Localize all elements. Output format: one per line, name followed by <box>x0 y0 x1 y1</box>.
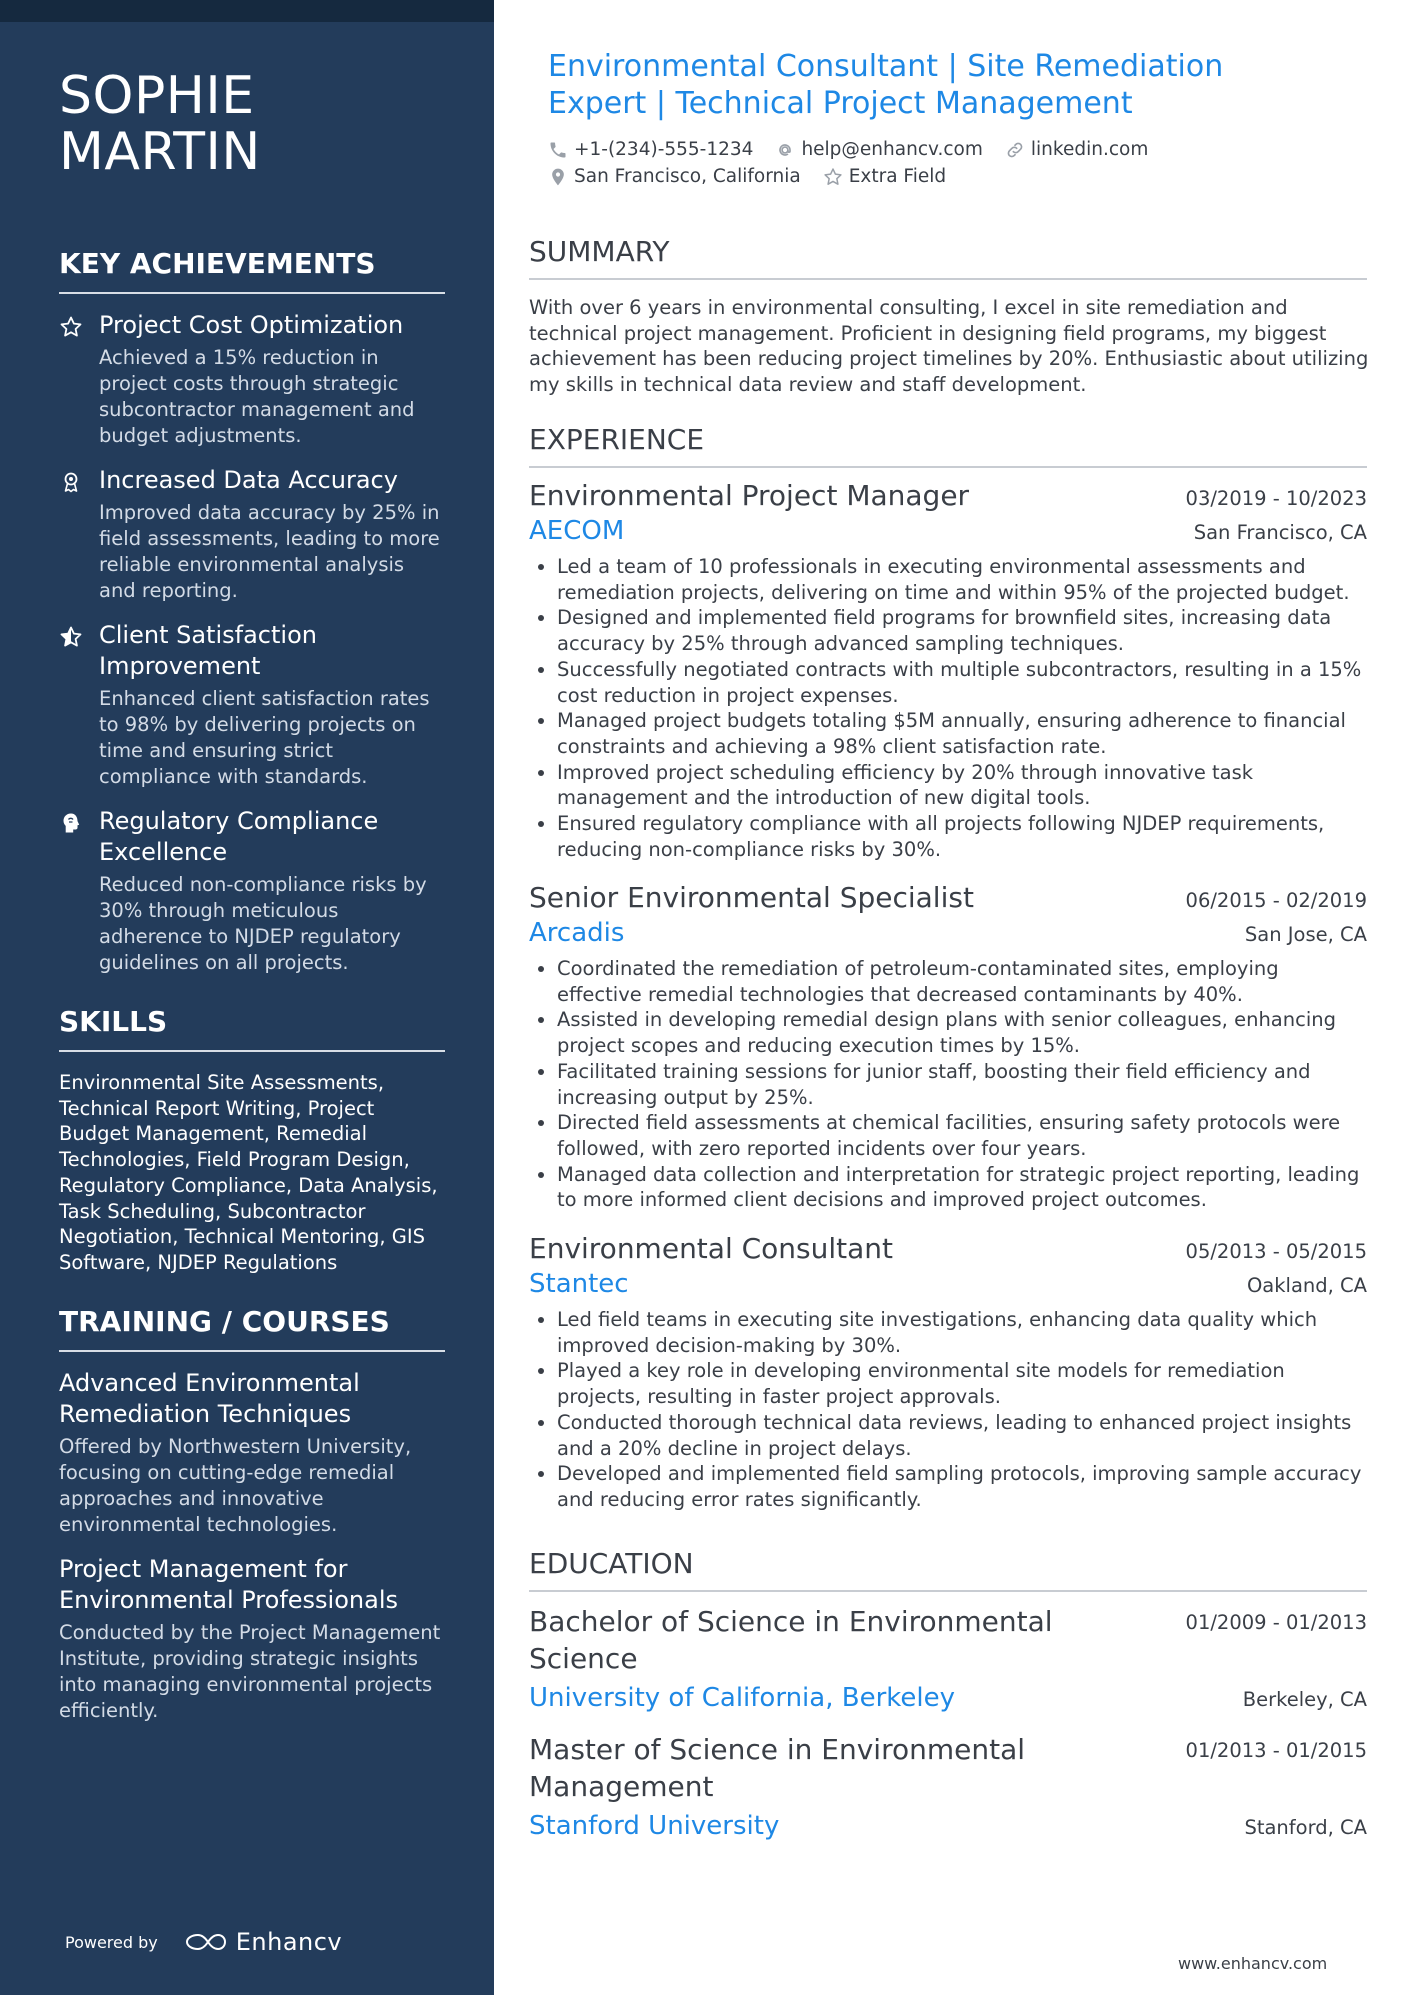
contact-phone[interactable] <box>548 139 753 160</box>
achievement-title: Increased Data Accuracy <box>99 466 398 494</box>
degree-title: Master of Science in Environmental Management <box>529 1733 1026 1803</box>
location-text: San Francisco, California <box>574 166 801 187</box>
course-title: Advanced Environmental Remediation Techniques <box>59 1368 360 1428</box>
sidebar-top-strip <box>0 0 494 22</box>
experience-item <box>529 1231 1367 1513</box>
achievement-item <box>59 310 445 449</box>
job-bullet: • Successfully negotiated contracts with multiple subcontractors, resulting in a 15% cost reduction in project expenses. <box>557 657 1367 708</box>
job-bullet: • Developed and implemented field sampling protocols, improving sample accuracy and reducing error rates significantly. <box>557 1461 1367 1512</box>
section-title-achievements: KEY ACHIEVEMENTS <box>59 246 445 294</box>
location-pin-icon <box>548 167 568 187</box>
star-half-icon <box>59 620 99 790</box>
job-bullet: • Managed project budgets totaling $5M annually, ensuring adherence to financial constraints and achieving a 98% client satisfaction rate. <box>557 708 1367 759</box>
enhancv-brand-name: Enhancv <box>235 1928 343 1956</box>
course-item <box>59 1554 445 1724</box>
job-company[interactable]: AECOM <box>529 516 625 546</box>
phone-icon <box>548 140 568 160</box>
section-title-skills: SKILLS <box>59 1004 445 1052</box>
job-bullet: • Ensured regulatory compliance with all projects following NJDEP requirements, reducing non-compliance risks by 30%. <box>557 811 1367 862</box>
job-bullets <box>529 554 1367 862</box>
job-dates: 05/2013 - 05/2015 <box>1185 1240 1367 1263</box>
course-title: Project Management for Environmental Professionals <box>59 1554 398 1614</box>
at-sign-icon <box>775 140 795 160</box>
achievement-description: Achieved a 15% reduction in project costs through strategic subcontractor management and budget adjustments. <box>99 346 415 447</box>
course-description: Offered by Northwestern University, focusing on cutting-edge remedial approaches and innovative environmental technologies. <box>59 1434 412 1536</box>
job-location: San Francisco, CA <box>1193 521 1367 544</box>
education-item <box>529 1731 1367 1841</box>
achievement-item <box>59 465 445 604</box>
achievement-title: Project Cost Optimization <box>99 311 404 339</box>
job-bullet: • Conducted thorough technical data reviews, leading to enhanced project insights and a 20% decline in project delays. <box>557 1410 1367 1461</box>
job-company[interactable]: Arcadis <box>529 918 625 948</box>
first-name: SOPHIE <box>59 66 255 126</box>
key-achievements-section <box>59 246 445 976</box>
professional-headline: Environmental Consultant | Site Remediation Expert | Technical Project Management <box>548 49 1224 121</box>
achievement-title: Regulatory Compliance Excellence <box>99 807 379 866</box>
job-dates: 06/2015 - 02/2019 <box>1185 889 1367 912</box>
degree-title: Bachelor of Science in Environmental Science <box>529 1605 1053 1675</box>
job-location: Oakland, CA <box>1246 1274 1367 1297</box>
email-text: help@enhancv.com <box>801 139 983 160</box>
link-icon <box>1005 140 1025 160</box>
summary-text: With over 6 years in environmental consulting, I excel in site remediation and technical project management. Proficient in designing field programs, my biggest achievement has been reducing project timelines by 20%. Enthusiastic about utilizing my skills in technical data review and staff development. <box>529 296 1369 397</box>
phone-text: +1-(234)-555-1234 <box>574 139 754 160</box>
contact-email[interactable] <box>775 139 982 160</box>
head-brain-icon <box>59 806 99 976</box>
job-company[interactable]: Stantec <box>529 1269 629 1299</box>
skills-section <box>59 1004 445 1276</box>
enhancv-logo[interactable] <box>184 1928 342 1956</box>
job-location: San Jose, CA <box>1244 923 1367 946</box>
job-title: Senior Environmental Specialist <box>529 881 974 914</box>
last-name: MARTIN <box>59 122 261 182</box>
star-outline-icon <box>59 310 99 449</box>
job-bullets <box>529 956 1367 1213</box>
job-bullet: • Directed field assessments at chemical facilities, ensuring safety protocols were followed, with zero reported incidents over four years. <box>557 1110 1367 1161</box>
experience-item <box>529 478 1367 862</box>
job-title: Environmental Project Manager <box>529 479 970 512</box>
contact-info <box>548 136 1170 190</box>
school-name[interactable]: Stanford University <box>529 1811 780 1841</box>
job-bullet: • Led a team of 10 professionals in executing environmental assessments and remediation projects, delivering on time and within 95% of the projected budget. <box>557 554 1367 605</box>
contact-extra-field <box>823 166 946 187</box>
education-dates: 01/2013 - 01/2015 <box>1185 1739 1367 1762</box>
achievement-item <box>59 620 445 790</box>
linkedin-text: linkedin.com <box>1030 139 1149 160</box>
job-bullet: • Improved project scheduling efficiency by 20% through innovative task management and the introduction of new digital tools. <box>557 760 1367 811</box>
course-item <box>59 1368 445 1538</box>
award-ribbon-icon <box>59 465 99 604</box>
training-courses-section <box>59 1304 445 1724</box>
job-bullet: • Played a key role in developing environmental site models for remediation projects, resulting in faster project approvals. <box>557 1358 1367 1409</box>
school-name[interactable]: University of California, Berkeley <box>529 1683 955 1713</box>
powered-by-label: Powered by <box>65 1932 158 1952</box>
school-location: Berkeley, CA <box>1242 1688 1367 1711</box>
achievement-description: Improved data accuracy by 25% in field assessments, leading to more reliable environmental analysis and reporting. <box>99 501 440 602</box>
skills-list: Environmental Site Assessments, Technical Report Writing, Project Budget Management, Remedial Technologies, Field Program Design, Regulatory Compliance, Data Analysis, Task Scheduling, Subcontractor Negotiation, Technical Mentoring, GIS Software, NJDEP Regulations <box>59 1071 438 1274</box>
job-dates: 03/2019 - 10/2023 <box>1185 487 1367 510</box>
job-bullets <box>529 1307 1367 1513</box>
job-bullet: • Led field teams in executing site investigations, enhancing data quality which improved decision-making by 30%. <box>557 1307 1367 1358</box>
powered-by <box>65 1928 342 1956</box>
achievement-title: Client Satisfaction Improvement <box>99 621 317 680</box>
education-item <box>529 1603 1367 1713</box>
footer-website-link[interactable]: www.enhancv.com <box>1178 1954 1328 1973</box>
star-outline-icon <box>823 167 843 187</box>
job-bullet: • Managed data collection and interpretation for strategic project reporting, leading to more informed client decisions and improved project outcomes. <box>557 1162 1367 1213</box>
achievement-description: Enhanced client satisfaction rates to 98% by delivering projects on time and ensuring strict compliance with standards. <box>99 687 430 788</box>
section-title-courses: TRAINING / COURSES <box>59 1304 445 1352</box>
job-bullet: • Designed and implemented field programs for brownfield sites, increasing data accuracy by 25% through advanced sampling techniques. <box>557 605 1367 656</box>
achievement-description: Reduced non-compliance risks by 30% through meticulous adherence to NJDEP regulatory guidelines on all projects. <box>99 873 427 974</box>
section-title-summary: SUMMARY <box>529 234 1367 280</box>
job-title: Environmental Consultant <box>529 1232 894 1265</box>
section-title-experience: EXPERIENCE <box>529 422 1367 468</box>
candidate-name <box>59 68 445 180</box>
contact-location <box>548 166 801 187</box>
sidebar <box>0 22 494 1995</box>
contact-linkedin[interactable] <box>1005 139 1148 160</box>
course-description: Conducted by the Project Management Institute, providing strategic insights into managing environmental projects efficiently. <box>59 1620 441 1722</box>
section-title-education: EDUCATION <box>529 1546 1367 1592</box>
enhancv-logo-icon <box>184 1931 228 1953</box>
education-dates: 01/2009 - 01/2013 <box>1185 1611 1367 1634</box>
job-bullet: • Facilitated training sessions for junior staff, boosting their field efficiency and increasing output by 25%. <box>557 1059 1367 1110</box>
experience-item <box>529 880 1367 1213</box>
job-bullet: • Assisted in developing remedial design plans with senior colleagues, enhancing project scopes and reducing execution times by 15%. <box>557 1007 1367 1058</box>
school-location: Stanford, CA <box>1244 1816 1367 1839</box>
job-bullet: • Coordinated the remediation of petroleum-contaminated sites, employing effective remedial technologies that decreased contaminants by 40%. <box>557 956 1367 1007</box>
achievement-item <box>59 806 445 976</box>
extra-field-text: Extra Field <box>848 166 947 187</box>
